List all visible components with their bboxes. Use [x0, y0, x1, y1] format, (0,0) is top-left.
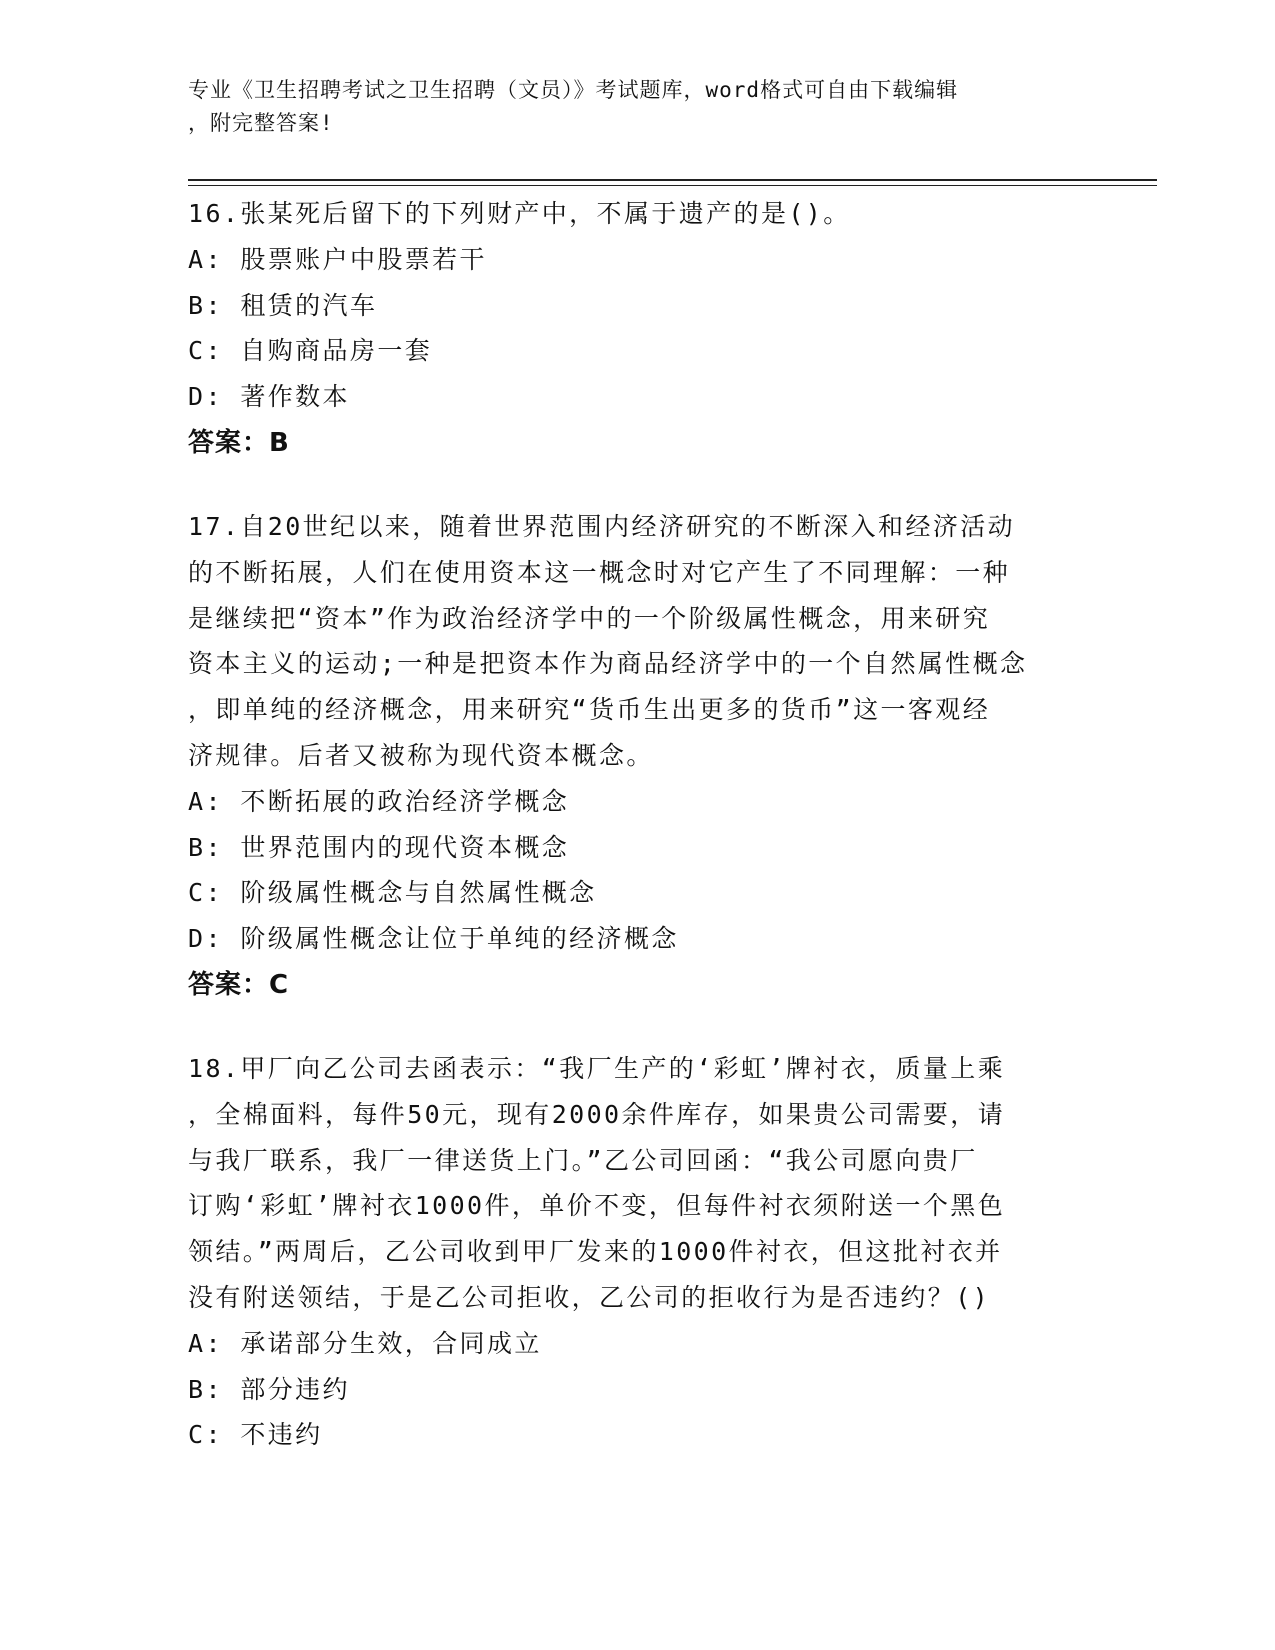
question-stem-line: 领结。”两周后，乙公司收到甲厂发来的1000件衬衣，但这批衬衣并: [188, 1237, 1003, 1267]
header-line-1: 专业《卫生招聘考试之卫生招聘（文员）》考试题库，word格式可自由下载编辑: [188, 78, 959, 102]
question-block: [188, 504, 1088, 1008]
question-stem-line: 17.自20世纪以来，随着世界范围内经济研究的不断深入和经济活动: [188, 511, 1016, 541]
answer-option: A: 股票账户中股票若干: [188, 244, 487, 274]
answer-key: 答案：C: [188, 969, 290, 1000]
question-block: [188, 191, 1088, 466]
document-header: [188, 74, 1088, 140]
question-stem-line: 是继续把“资本”作为政治经济学中的一个阶级属性概念，用来研究: [188, 603, 991, 633]
answer-option: B: 租赁的汽车: [188, 290, 378, 320]
answer-option: B: 世界范围内的现代资本概念: [188, 832, 570, 862]
question-stem-line: ，全棉面料，每件50元，现有2000余件库存，如果贵公司需要，请: [188, 1099, 1006, 1129]
answer-option: A: 承诺部分生效，合同成立: [188, 1328, 542, 1358]
answer-option: B: 部分违约: [188, 1374, 350, 1404]
header-divider-thick: [188, 179, 1157, 181]
header-divider-thin: [188, 185, 1157, 186]
question-stem-line: 订购‘彩虹’牌衬衣1000件，单价不变，但每件衬衣须附送一个黑色: [188, 1191, 1006, 1221]
answer-option: D: 著作数本: [188, 382, 350, 412]
question-stem-line: 18.甲厂向乙公司去函表示：“我厂生产的‘彩虹’牌衬衣，质量上乘: [188, 1053, 1006, 1083]
question-stem-line: 没有附送领结，于是乙公司拒收，乙公司的拒收行为是否违约？(): [188, 1282, 991, 1312]
question-stem-line: 的不断拓展，人们在使用资本这一概念时对它产生了不同理解：一种: [188, 557, 1011, 587]
question-block: [188, 1046, 1088, 1458]
header-line-2: ，附完整答案!: [188, 111, 334, 135]
answer-option: A: 不断拓展的政治经济学概念: [188, 786, 570, 816]
question-stem-line: 与我厂联系，我厂一律送货上门。”乙公司回函：“我公司愿向贵厂: [188, 1145, 978, 1175]
answer-option: C: 阶级属性概念与自然属性概念: [188, 878, 597, 908]
question-stem-line: 16.张某死后留下的下列财产中，不属于遗产的是()。: [188, 199, 851, 228]
question-stem-line: 济规律。后者又被称为现代资本概念。: [188, 740, 654, 770]
answer-option: C: 不违约: [188, 1420, 323, 1450]
answer-option: C: 自购商品房一套: [188, 336, 433, 366]
answer-key: 答案：B: [188, 427, 290, 458]
question-list: [188, 191, 1088, 1496]
question-stem-line: ，即单纯的经济概念，用来研究“货币生出更多的货币”这一客观经: [188, 695, 991, 725]
question-stem-line: 资本主义的运动;一种是把资本作为商品经济学中的一个自然属性概念: [188, 649, 1028, 679]
answer-option: D: 阶级属性概念让位于单纯的经济概念: [188, 924, 679, 954]
